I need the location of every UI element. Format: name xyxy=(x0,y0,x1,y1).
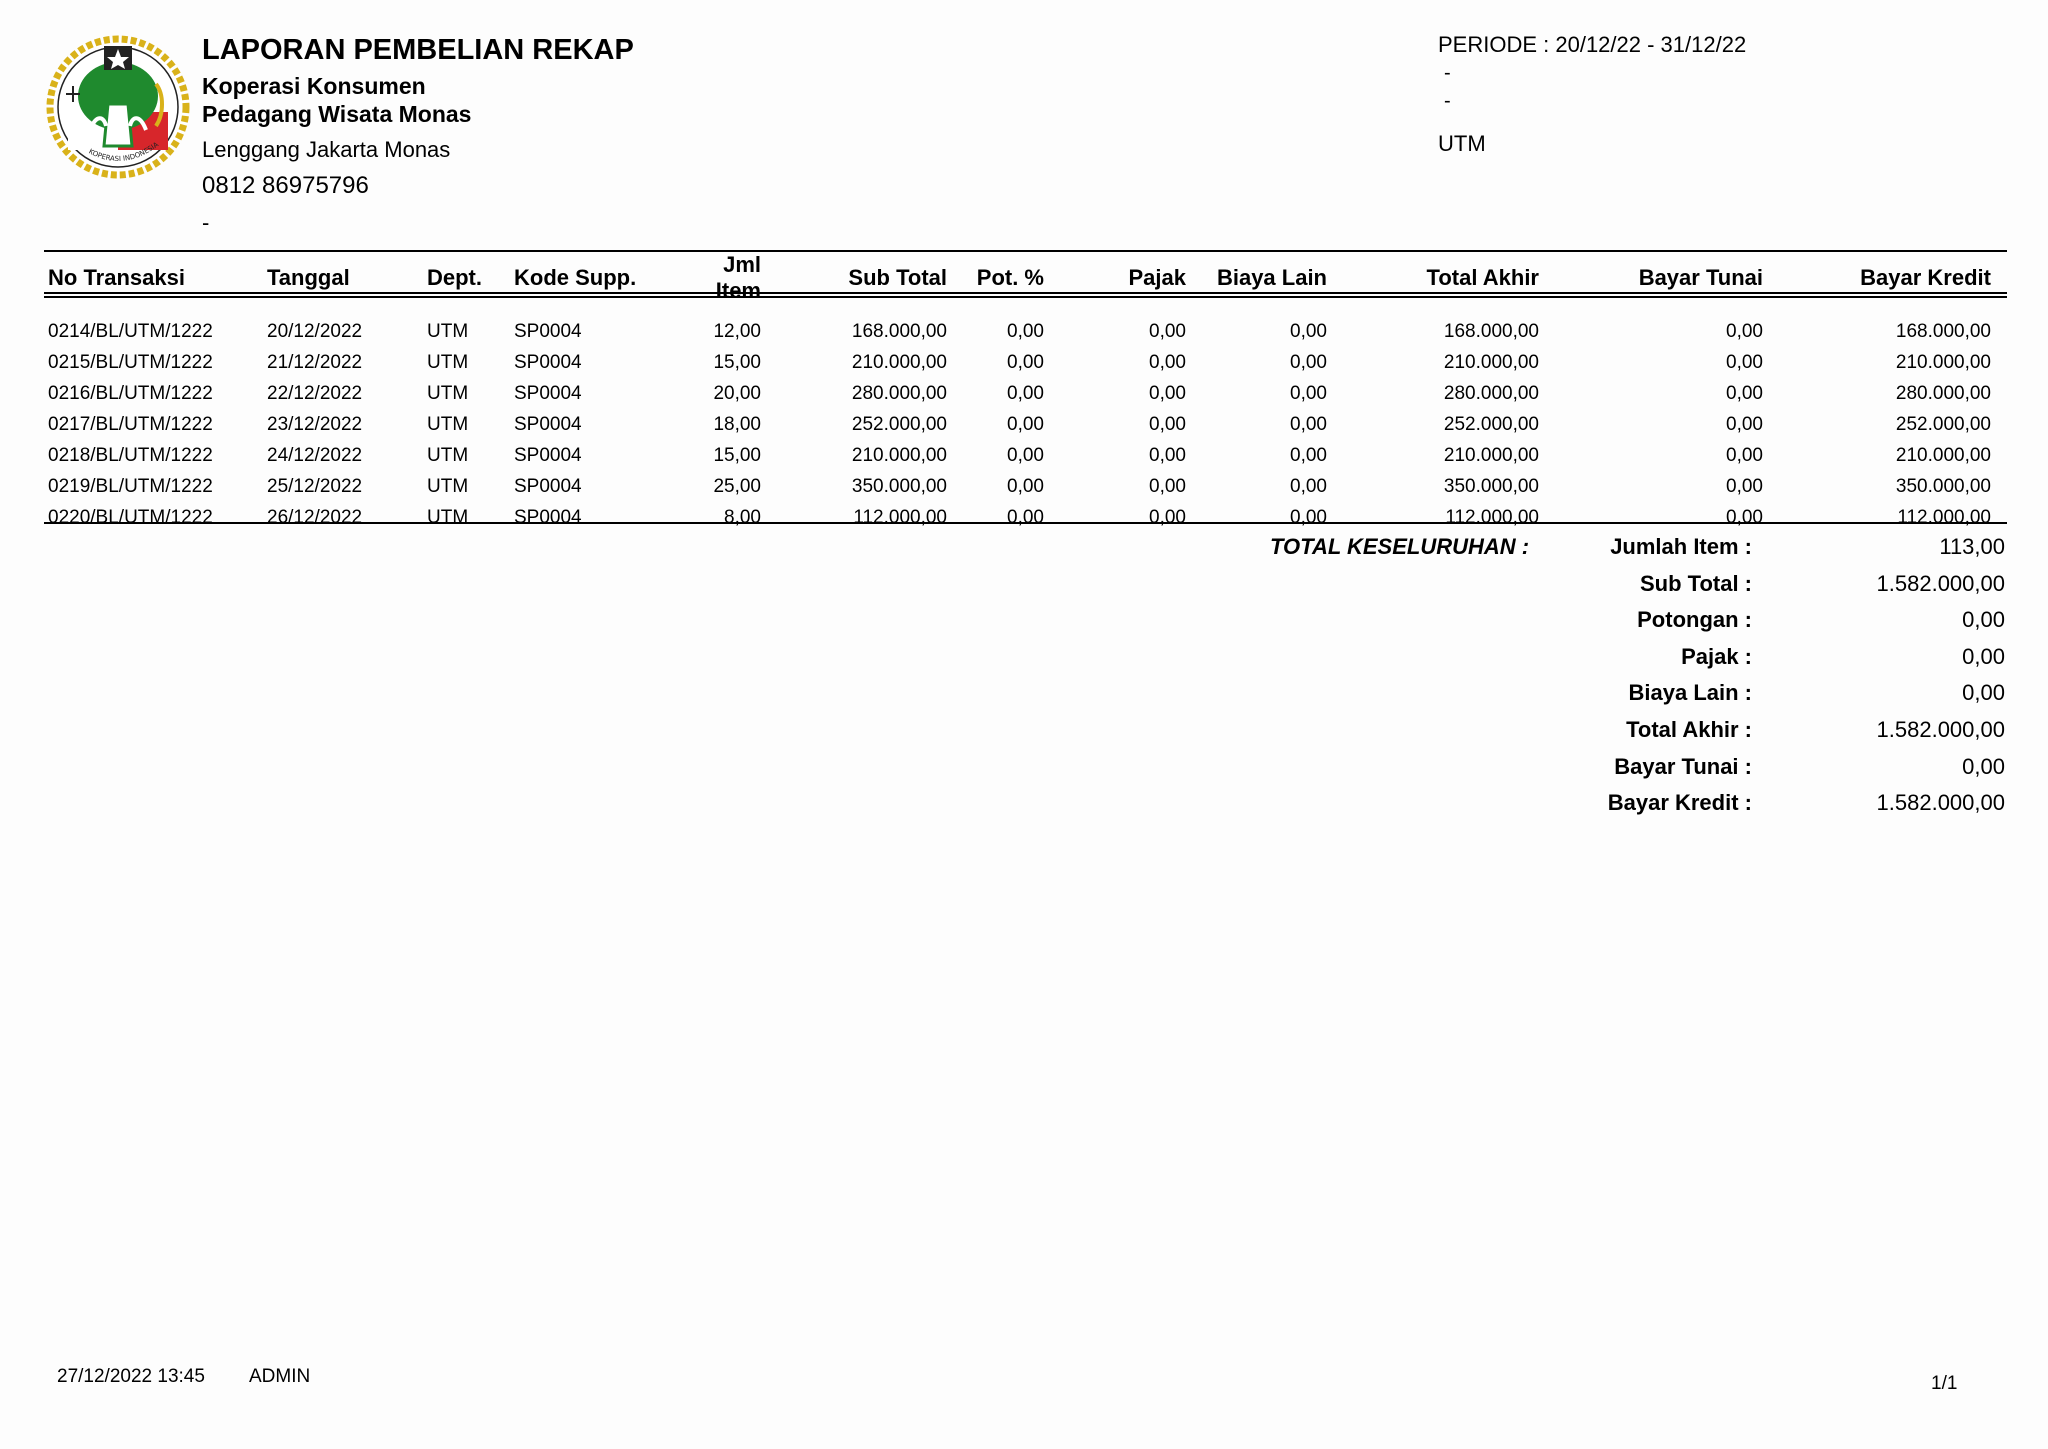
cell-bayar-kredit: 168.000,00 xyxy=(1895,320,1991,342)
col-header-biaya-lain: Biaya Lain xyxy=(1216,265,1327,290)
cell-bayar-kredit: 210.000,00 xyxy=(1895,351,1991,373)
cell-pajak: 0,00 xyxy=(1149,382,1186,404)
col-header-jml-item: Jml Item xyxy=(715,252,761,303)
cell-jml-item: 8,00 xyxy=(724,506,761,528)
organization-name-line2: Pedagang Wisata Monas xyxy=(202,101,472,127)
summary-row xyxy=(1560,754,2005,784)
cell-bayar-kredit: 350.000,00 xyxy=(1895,475,1991,497)
cell-bayar-kredit: 112.000,00 xyxy=(1897,506,1991,528)
logo-text: KOPERASI INDONESIA xyxy=(87,140,161,164)
cell-jml-item: 18,00 xyxy=(713,413,761,435)
cell-jml-item: 20,00 xyxy=(713,382,761,404)
summary-label: Sub Total : xyxy=(1639,570,1752,596)
cell-kode-supp: SP0004 xyxy=(514,444,582,466)
cell-dept: UTM xyxy=(427,320,469,342)
purchase-recap-table xyxy=(44,252,2007,533)
summary-label: Jumlah Item : xyxy=(1610,534,1752,559)
cell-sub-total: 210.000,00 xyxy=(851,444,947,466)
cell-bayar-tunai: 0,00 xyxy=(1726,351,1763,373)
summary-label: Pajak : xyxy=(1681,643,1752,669)
summary-row xyxy=(1560,790,2005,820)
col-header-bayar-kredit: Bayar Kredit xyxy=(1860,265,1991,290)
table-header-row xyxy=(44,252,2007,304)
summary-value: 113,00 xyxy=(1939,534,2005,559)
cell-kode-supp: SP0004 xyxy=(514,382,582,404)
summary-label: Biaya Lain : xyxy=(1628,680,1752,706)
cell-no-transaksi: 0219/BL/UTM/1222 xyxy=(48,475,213,497)
cell-pot: 0,00 xyxy=(1007,506,1044,528)
cell-jml-item: 25,00 xyxy=(713,475,761,497)
cell-biaya-lain: 0,00 xyxy=(1290,475,1327,497)
cell-total-akhir: 112.000,00 xyxy=(1445,506,1539,528)
grand-total-label: TOTAL KESELURUHAN : xyxy=(1270,534,1530,559)
cell-tanggal: 21/12/2022 xyxy=(267,351,363,373)
cell-sub-total: 280.000,00 xyxy=(851,382,947,404)
cell-biaya-lain: 0,00 xyxy=(1290,382,1327,404)
table-row xyxy=(44,316,2007,347)
cell-sub-total: 210.000,00 xyxy=(851,351,947,373)
organization-extra: - xyxy=(202,210,210,235)
cell-total-akhir: 210.000,00 xyxy=(1443,444,1539,466)
report-filter-1: - xyxy=(1444,62,1451,84)
cell-tanggal: 22/12/2022 xyxy=(267,382,363,404)
summary-row xyxy=(1560,571,2005,601)
cell-kode-supp: SP0004 xyxy=(514,475,582,497)
col-header-pajak: Pajak xyxy=(1128,265,1186,290)
cell-sub-total: 350.000,00 xyxy=(851,475,947,497)
cell-kode-supp: SP0004 xyxy=(514,413,582,435)
table-row xyxy=(44,502,2007,533)
cell-bayar-tunai: 0,00 xyxy=(1726,320,1763,342)
cell-total-akhir: 280.000,00 xyxy=(1443,382,1539,404)
cell-no-transaksi: 0217/BL/UTM/1222 xyxy=(48,413,213,435)
cell-dept: UTM xyxy=(427,382,469,404)
cell-pot: 0,00 xyxy=(1007,351,1044,373)
cell-dept: UTM xyxy=(427,475,469,497)
cell-kode-supp: SP0004 xyxy=(514,506,582,528)
cell-bayar-tunai: 0,00 xyxy=(1726,475,1763,497)
cell-pot: 0,00 xyxy=(1007,382,1044,404)
report-department: UTM xyxy=(1438,131,1486,156)
summary-label: Total Akhir : xyxy=(1626,717,1752,742)
cell-biaya-lain: 0,00 xyxy=(1290,413,1327,435)
cell-jml-item: 12,00 xyxy=(713,320,761,342)
cell-tanggal: 26/12/2022 xyxy=(267,506,363,528)
cell-sub-total: 252.000,00 xyxy=(851,413,947,435)
organization-name-line1: Koperasi Konsumen xyxy=(202,73,426,99)
summary-label: Bayar Kredit : xyxy=(1607,790,1752,816)
cell-bayar-kredit: 210.000,00 xyxy=(1895,444,1991,466)
cell-jml-item: 15,00 xyxy=(713,444,761,466)
cell-no-transaksi: 0215/BL/UTM/1222 xyxy=(48,351,213,373)
cell-biaya-lain: 0,00 xyxy=(1290,351,1327,373)
cell-kode-supp: SP0004 xyxy=(514,320,582,342)
summary-row xyxy=(1560,644,2005,674)
report-title: LAPORAN PEMBELIAN REKAP xyxy=(202,34,634,66)
cell-tanggal: 20/12/2022 xyxy=(267,320,363,342)
organization-address: Lenggang Jakarta Monas xyxy=(202,137,451,162)
summary-row xyxy=(1560,717,2005,747)
col-header-total-akhir: Total Akhir xyxy=(1426,265,1539,290)
cell-dept: UTM xyxy=(427,506,469,528)
cell-no-transaksi: 0216/BL/UTM/1222 xyxy=(48,382,213,404)
summary-label: Bayar Tunai : xyxy=(1614,753,1752,779)
cell-pajak: 0,00 xyxy=(1149,475,1186,497)
summary-value: 0,00 xyxy=(1962,643,2005,669)
organization-phone: 0812 86975796 xyxy=(202,172,369,199)
summary-value: 0,00 xyxy=(1962,607,2005,633)
cell-dept: UTM xyxy=(427,413,469,435)
cell-tanggal: 25/12/2022 xyxy=(267,475,363,497)
cell-no-transaksi: 0220/BL/UTM/1222 xyxy=(48,506,213,528)
cell-biaya-lain: 0,00 xyxy=(1290,320,1327,342)
cell-pajak: 0,00 xyxy=(1149,506,1186,528)
table-row xyxy=(44,347,2007,378)
cell-pot: 0,00 xyxy=(1007,444,1044,466)
cell-pajak: 0,00 xyxy=(1149,413,1186,435)
summary-value: 1.582.000,00 xyxy=(1876,790,2005,816)
report-period: PERIODE : 20/12/22 - 31/12/22 xyxy=(1438,32,1747,57)
cell-bayar-tunai: 0,00 xyxy=(1726,382,1763,404)
col-header-bayar-tunai: Bayar Tunai xyxy=(1638,265,1763,290)
cell-biaya-lain: 0,00 xyxy=(1290,506,1327,528)
summary-label: Potongan : xyxy=(1637,607,1752,633)
table-row xyxy=(44,440,2007,471)
koperasi-logo xyxy=(46,34,190,180)
table-row xyxy=(44,471,2007,502)
cell-no-transaksi: 0218/BL/UTM/1222 xyxy=(48,444,213,466)
logo-tree-trunk xyxy=(104,104,132,146)
cell-pajak: 0,00 xyxy=(1149,320,1186,342)
col-header-no-transaksi: No Transaksi xyxy=(48,265,185,290)
table-row xyxy=(44,378,2007,409)
col-header-sub-total: Sub Total xyxy=(848,265,947,290)
cell-tanggal: 23/12/2022 xyxy=(267,413,363,435)
summary-value: 1.582.000,00 xyxy=(1876,570,2005,596)
col-header-dept: Dept. xyxy=(427,265,482,290)
cell-jml-item: 15,00 xyxy=(713,351,761,373)
summary-value: 0,00 xyxy=(1962,753,2005,779)
cell-biaya-lain: 0,00 xyxy=(1290,444,1327,466)
cell-bayar-tunai: 0,00 xyxy=(1726,506,1763,528)
cell-no-transaksi: 0214/BL/UTM/1222 xyxy=(48,320,213,342)
cell-total-akhir: 350.000,00 xyxy=(1443,475,1539,497)
cell-pajak: 0,00 xyxy=(1149,351,1186,373)
col-header-tanggal: Tanggal xyxy=(267,265,350,290)
col-header-kode-supp: Kode Supp. xyxy=(514,265,637,290)
cell-total-akhir: 210.000,00 xyxy=(1443,351,1539,373)
cell-total-akhir: 168.000,00 xyxy=(1443,320,1539,342)
cell-pot: 0,00 xyxy=(1007,320,1044,342)
col-header-pot: Pot. % xyxy=(976,265,1044,290)
cell-kode-supp: SP0004 xyxy=(514,351,582,373)
cell-tanggal: 24/12/2022 xyxy=(267,444,363,466)
page-number: 1/1 xyxy=(1931,1373,1958,1394)
report-filter-2: - xyxy=(1444,90,1451,112)
print-timestamp: 27/12/2022 13:45 xyxy=(57,1366,205,1387)
summary-row xyxy=(1560,534,2005,564)
summary-value: 0,00 xyxy=(1962,680,2005,706)
print-user: ADMIN xyxy=(249,1366,311,1387)
cell-pajak: 0,00 xyxy=(1149,444,1186,466)
cell-bayar-kredit: 280.000,00 xyxy=(1895,382,1991,404)
cell-sub-total: 112.000,00 xyxy=(853,506,947,528)
cell-pot: 0,00 xyxy=(1007,413,1044,435)
cell-sub-total: 168.000,00 xyxy=(851,320,947,342)
cell-dept: UTM xyxy=(427,444,469,466)
cell-dept: UTM xyxy=(427,351,469,373)
summary-value: 1.582.000,00 xyxy=(1876,717,2005,742)
cell-bayar-kredit: 252.000,00 xyxy=(1895,413,1991,435)
cell-total-akhir: 252.000,00 xyxy=(1443,413,1539,435)
table-row xyxy=(44,409,2007,440)
summary-row xyxy=(1560,680,2005,710)
cell-bayar-tunai: 0,00 xyxy=(1726,413,1763,435)
summary-row xyxy=(1560,607,2005,637)
cell-pot: 0,00 xyxy=(1007,475,1044,497)
cell-bayar-tunai: 0,00 xyxy=(1726,444,1763,466)
